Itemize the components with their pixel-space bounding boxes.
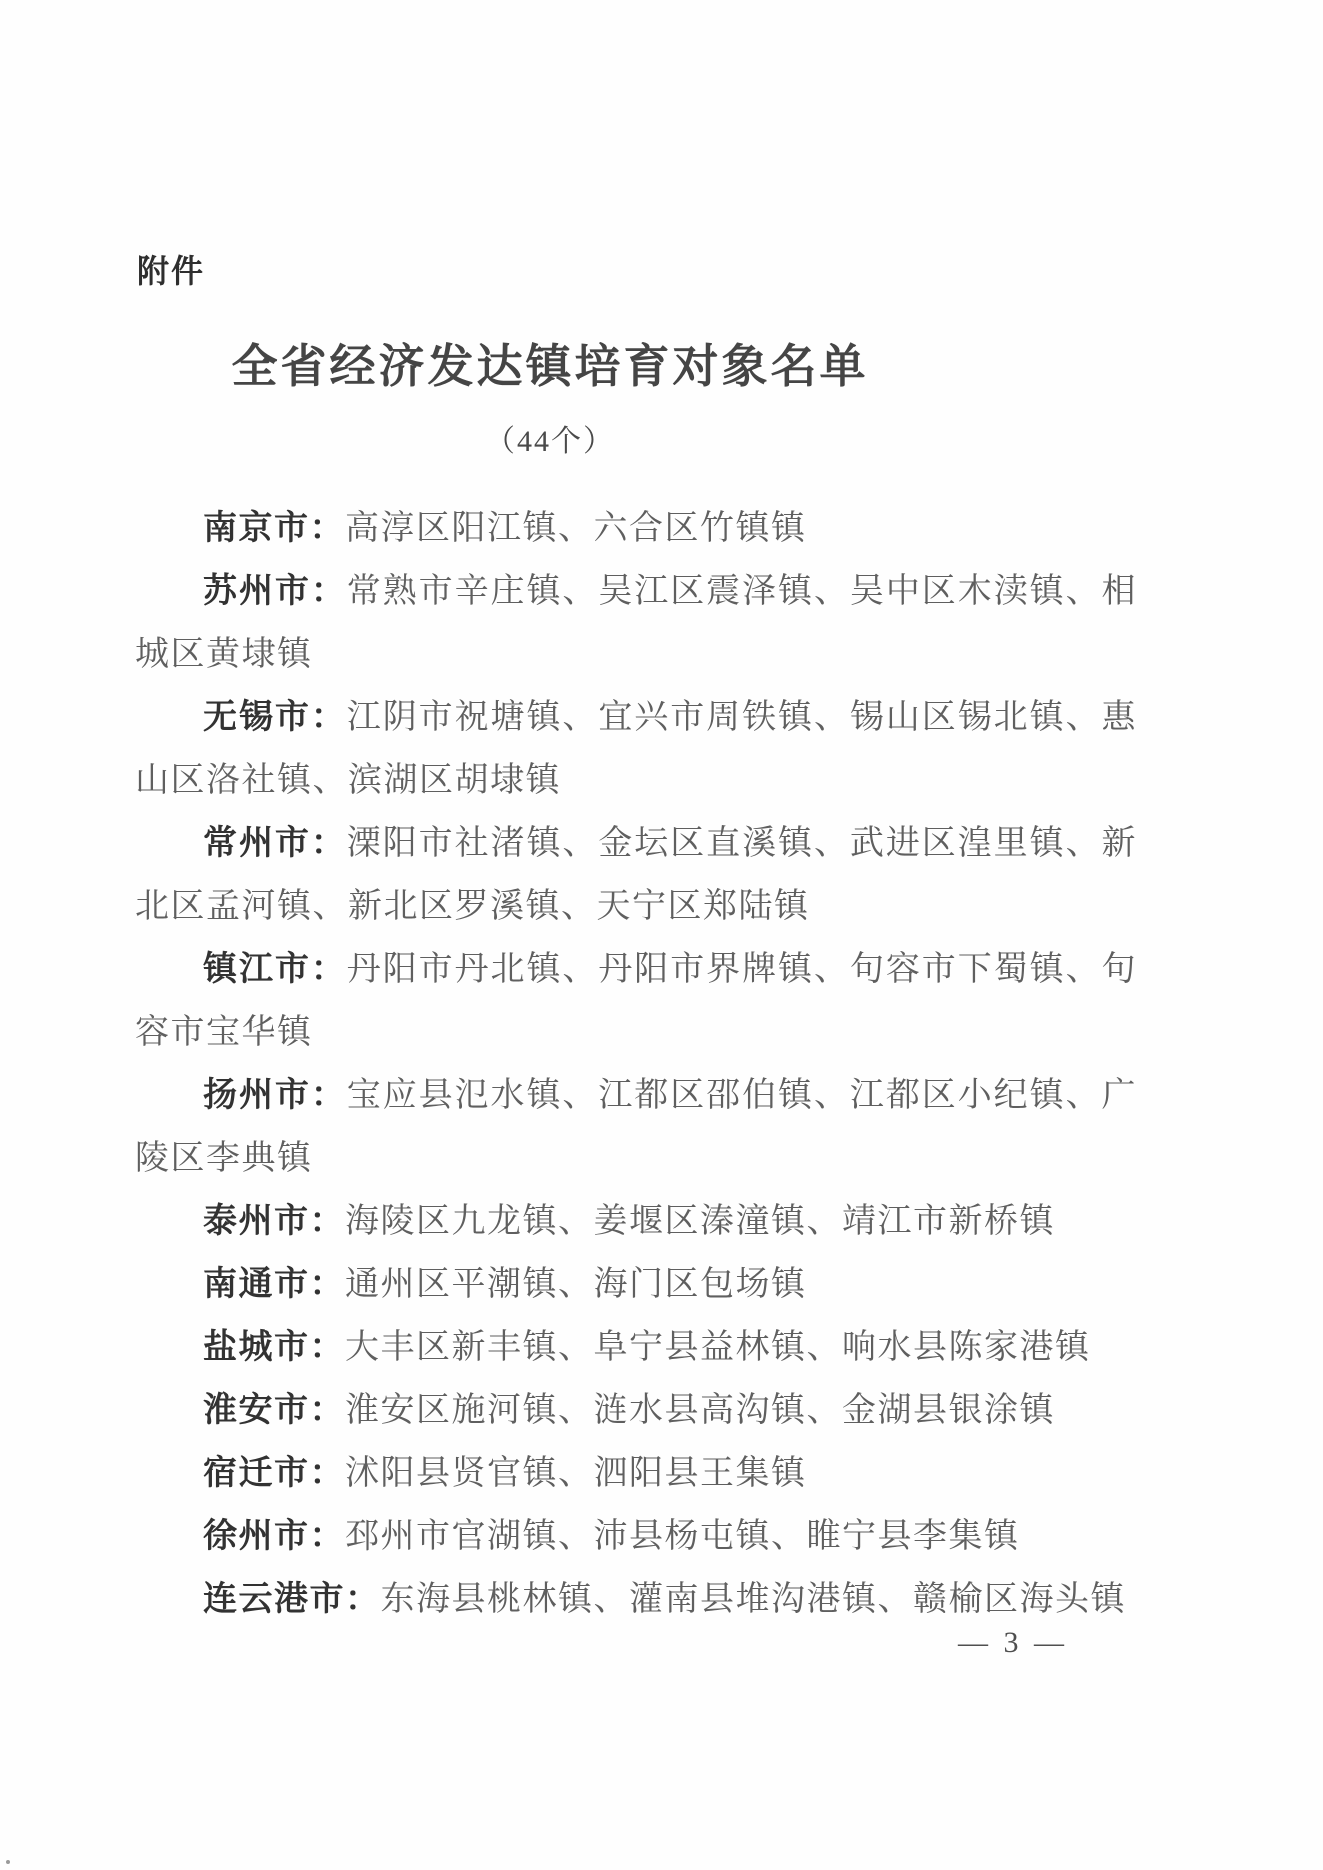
- city-entry: [135, 1568, 1137, 1631]
- title-block: [135, 330, 965, 460]
- town-list: 海陵区九龙镇、姜堰区溱潼镇、靖江市新桥镇: [345, 1203, 1055, 1240]
- scan-artifact-speck: [6, 1860, 10, 1864]
- page-title: 全省经济发达镇培育对象名单: [231, 341, 869, 392]
- attachment-label: 附件: [137, 253, 206, 289]
- city-entry: [135, 1505, 1137, 1568]
- page-number: — 3 —: [958, 1626, 1068, 1659]
- town-list: 宝应县氾水镇、江都区邵伯镇、江都区小纪镇、广陵区李典镇: [135, 1077, 1138, 1177]
- city-name: 徐州市：: [203, 1517, 345, 1555]
- town-list: 丹阳市丹北镇、丹阳市界牌镇、句容市下蜀镇、句容市宝华镇: [135, 951, 1138, 1051]
- city-entry: [135, 1379, 1137, 1442]
- city-name: 南京市：: [203, 509, 345, 547]
- city-name: 镇江市：: [203, 950, 347, 988]
- town-list: 东海县桃林镇、灌南县堆沟港镇、赣榆区海头镇: [380, 1581, 1126, 1618]
- town-list: 邳州市官湖镇、沛县杨屯镇、睢宁县李集镇: [345, 1518, 1020, 1555]
- city-entry: [135, 1316, 1137, 1379]
- town-list: 淮安区施河镇、涟水县高沟镇、金湖县银涂镇: [345, 1392, 1055, 1429]
- town-list: 常熟市辛庄镇、吴江区震泽镇、吴中区木渎镇、相城区黄埭镇: [135, 573, 1138, 673]
- city-name: 苏州市：: [203, 572, 347, 610]
- city-entries-list: [135, 497, 1137, 1631]
- city-entry: [135, 1442, 1137, 1505]
- city-entry: [135, 1064, 1137, 1190]
- city-name: 无锡市：: [203, 698, 347, 736]
- city-entry: [135, 1190, 1137, 1253]
- city-name: 南通市：: [203, 1265, 345, 1303]
- town-list: 溧阳市社渚镇、金坛区直溪镇、武进区湟里镇、新北区孟河镇、新北区罗溪镇、天宁区郑陆镇: [135, 825, 1138, 925]
- city-entry: [135, 938, 1137, 1064]
- city-name: 盐城市：: [203, 1328, 345, 1366]
- page-subtitle: （44个）: [485, 425, 615, 458]
- city-name: 淮安市：: [203, 1391, 345, 1429]
- city-entry: [135, 812, 1137, 938]
- city-name: 连云港市：: [203, 1580, 381, 1618]
- city-entry: [135, 686, 1137, 812]
- town-list: 高淳区阳江镇、六合区竹镇镇: [345, 510, 807, 547]
- city-entry: [135, 560, 1137, 686]
- city-name: 常州市：: [203, 824, 347, 862]
- town-list: 沭阳县贤官镇、泗阳县王集镇: [345, 1455, 807, 1492]
- city-name: 扬州市：: [203, 1076, 347, 1114]
- city-entry: [135, 497, 1137, 560]
- city-name: 宿迁市：: [203, 1454, 345, 1492]
- city-entry: [135, 1253, 1137, 1316]
- city-name: 泰州市：: [203, 1202, 345, 1240]
- town-list: 江阴市祝塘镇、宜兴市周铁镇、锡山区锡北镇、惠山区洛社镇、滨湖区胡埭镇: [135, 699, 1138, 799]
- town-list: 通州区平潮镇、海门区包场镇: [345, 1266, 807, 1303]
- town-list: 大丰区新丰镇、阜宁县益林镇、响水县陈家港镇: [345, 1329, 1091, 1366]
